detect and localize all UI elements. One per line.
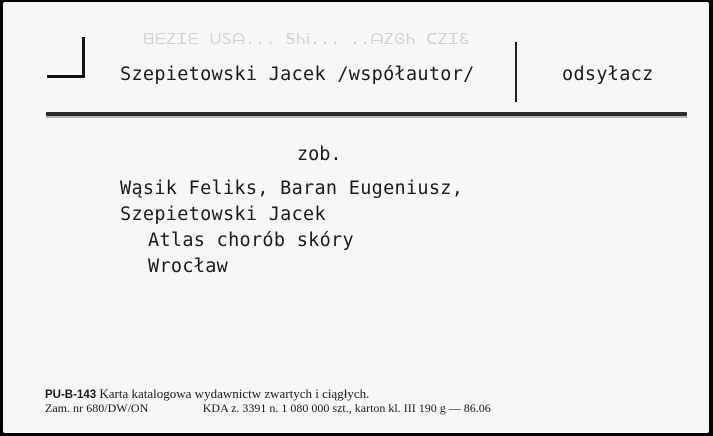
catalog-card [3, 2, 709, 433]
vertical-ink-mark [515, 42, 517, 102]
corner-mark-vertical [82, 37, 85, 77]
authors-line-1: Wąsik Feliks, Baran Eugeniusz, [120, 178, 464, 199]
corner-mark-horizontal [47, 75, 85, 78]
book-title: Atlas chorób skóry [148, 230, 354, 251]
authors-line-2: Szepietowski Jacek [120, 204, 326, 225]
footer-line-2 [45, 400, 491, 416]
print-info: KDA z. 3391 n. 1 080 000 szt., karton kl. III 190 g — 86.06 [202, 401, 491, 415]
heading-rule-shadow [46, 116, 687, 118]
form-code: PU-B-143 [45, 389, 97, 401]
form-name: Karta katalogowa wydawnictw zwartych i ciągłych. [99, 386, 370, 401]
order-number: 680/DW/ON [86, 401, 149, 415]
reference-type-label: odsyłacz [562, 64, 654, 85]
faint-overtyped-text: ᗺᗴᏃᏆᗴ ᑌᏚᗩ... ᎦᏂᎥ... ..ᗩᏃᎶᏂ ᑕᏃᏆᏋ [143, 30, 471, 48]
order-label: Zam. nr [45, 401, 83, 415]
publication-place: Wrocław [148, 256, 229, 277]
heading-entry: Szepietowski Jacek /współautor/ [120, 64, 475, 85]
see-reference: zob. [297, 144, 342, 165]
